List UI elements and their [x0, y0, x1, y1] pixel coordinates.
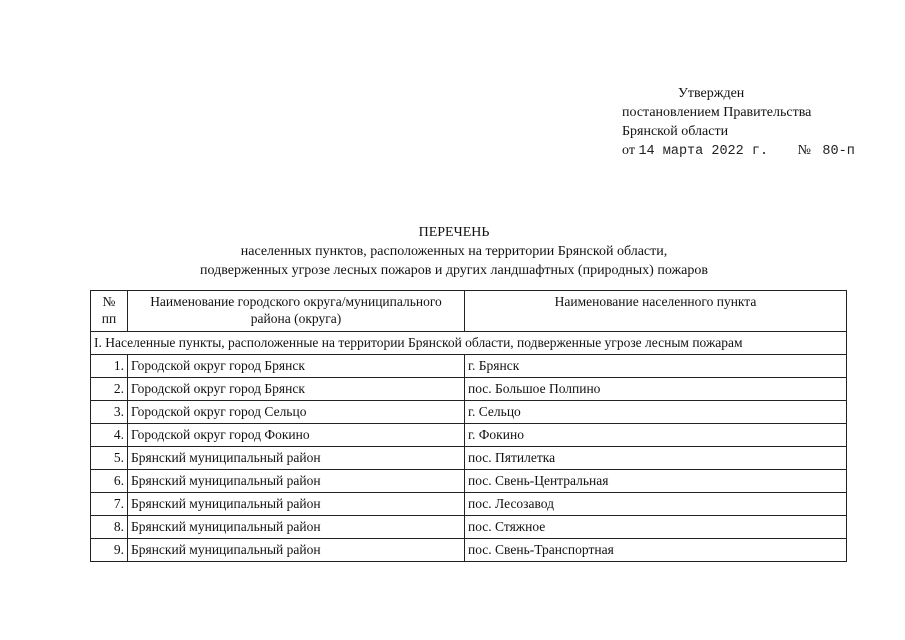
- table-row: [91, 378, 847, 401]
- row-number: 5.: [91, 447, 128, 470]
- row-place: г. Фокино: [465, 424, 847, 447]
- row-district: Брянский муниципальный район: [128, 447, 465, 470]
- row-district: Городской округ город Брянск: [128, 378, 465, 401]
- row-district: Брянский муниципальный район: [128, 470, 465, 493]
- row-number: 1.: [91, 355, 128, 378]
- row-number: 7.: [91, 493, 128, 516]
- table-row: [91, 539, 847, 562]
- row-place: пос. Свень-Транспортная: [465, 539, 847, 562]
- header-district: Наименование городского округа/муниципального района (округа): [128, 291, 465, 332]
- title-line-1: населенных пунктов, расположенных на территории Брянской области,: [240, 244, 668, 259]
- row-place: пос. Стяжное: [465, 516, 847, 539]
- row-place: пос. Пятилетка: [465, 447, 847, 470]
- table-row: [91, 447, 847, 470]
- row-place: пос. Свень-Центральная: [465, 470, 847, 493]
- approval-date-line: [622, 141, 882, 161]
- approval-date-prefix: от: [622, 143, 635, 158]
- table-row: [91, 424, 847, 447]
- row-place: пос. Лесозавод: [465, 493, 847, 516]
- row-district: Брянский муниципальный район: [128, 539, 465, 562]
- row-number: 9.: [91, 539, 128, 562]
- header-place: Наименование населенного пункта: [465, 291, 847, 332]
- row-district: Брянский муниципальный район: [128, 493, 465, 516]
- table-row: [91, 470, 847, 493]
- row-district: Брянский муниципальный район: [128, 516, 465, 539]
- row-number: 4.: [91, 424, 128, 447]
- approval-stamp: [622, 84, 882, 161]
- row-place: пос. Большое Полпино: [465, 378, 847, 401]
- row-number: 6.: [91, 470, 128, 493]
- approval-line-approved: Утвержден: [678, 86, 745, 101]
- table-row: [91, 401, 847, 424]
- row-district: Городской округ город Сельцо: [128, 401, 465, 424]
- row-number: 3.: [91, 401, 128, 424]
- row-district: Городской округ город Фокино: [128, 424, 465, 447]
- section-row: [91, 332, 847, 355]
- title-heading: ПЕРЕЧЕНЬ: [418, 225, 490, 240]
- title-line-2: подверженных угрозе лесных пожаров и других ландшафтных (природных) пожаров: [200, 263, 708, 278]
- table-row: [91, 516, 847, 539]
- section-title: I. Населенные пункты, расположенные на территории Брянской области, подверженные угрозе лесным пожарам: [91, 332, 847, 355]
- approval-line-resolution: постановлением Правительства: [622, 105, 812, 120]
- table-row: [91, 493, 847, 516]
- row-place: г. Брянск: [465, 355, 847, 378]
- row-number: 2.: [91, 378, 128, 401]
- row-place: г. Сельцо: [465, 401, 847, 424]
- row-number: 8.: [91, 516, 128, 539]
- approval-line-region: Брянской области: [622, 124, 729, 139]
- settlements-table: [90, 290, 847, 562]
- approval-number-value: 80-п: [822, 144, 855, 159]
- approval-number-label: №: [797, 143, 811, 158]
- approval-date-value: 14 марта 2022 г.: [638, 144, 769, 159]
- table-row: [91, 355, 847, 378]
- header-num: № пп: [91, 291, 128, 332]
- document-title: [90, 223, 818, 280]
- table-header-row: [91, 291, 847, 332]
- row-district: Городской округ город Брянск: [128, 355, 465, 378]
